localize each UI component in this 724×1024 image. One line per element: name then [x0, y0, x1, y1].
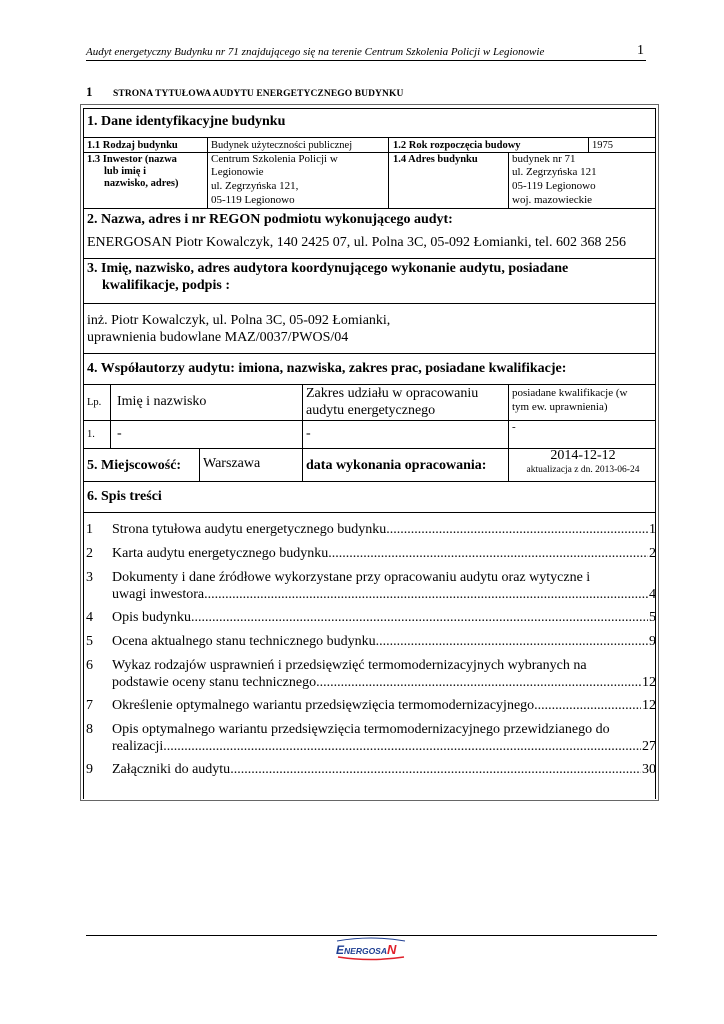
toc-leader [191, 609, 648, 626]
toc-page: 2 [649, 546, 656, 561]
toc-title: Strona tytułowa audytu energetycznego budynku [112, 522, 387, 537]
col-zakres-1: Zakres udziału w opracowaniu [306, 386, 479, 401]
logo-text: ENERGOSAN [336, 942, 397, 957]
update-date: aktualizacja z dn. 2013-06-24 [526, 465, 640, 475]
toc-title: Ocena aktualnego stanu technicznego budynku [112, 634, 376, 649]
rok-label: 1.2 Rok rozpoczęcia budowy [393, 140, 521, 151]
inwestor-label-1: 1.3 Inwestor (nazwa [87, 154, 177, 165]
page-header [86, 44, 646, 61]
energosan-logo [335, 937, 407, 961]
s2-title: 2. Nazwa, adres i nr REGON podmiotu wykonującego audyt: [87, 212, 453, 227]
row-name: - [117, 426, 122, 441]
toc-title: Załączniki do audytu [112, 762, 231, 777]
toc-leader [204, 586, 648, 603]
s3-value-2: uprawnienia budowlane MAZ/0037/PWOS/04 [87, 330, 349, 345]
toc-number: 5 [86, 634, 93, 649]
chapter-number: 1 [86, 84, 93, 99]
toc-title: podstawie oceny stanu technicznego [112, 675, 317, 690]
s3-title-1: 3. Imię, nazwisko, adres audytora koordynującego wykonanie audytu, posiadane [87, 261, 569, 276]
col-name: Imię i nazwisko [117, 394, 207, 409]
s3-title-2-text: kwalifikacje, podpis [102, 278, 222, 293]
toc-page: 27 [642, 739, 656, 754]
toc-leader [316, 674, 641, 691]
toc-title: Opis optymalnego wariantu przedsięwzięcia termomodernizacyjnego przewidzianego do [112, 722, 610, 737]
miejscowosc-label: 5. Miejscowość: [87, 458, 182, 473]
adres-value-1: budynek nr 71 [512, 153, 576, 165]
toc-title: Wykaz rodzajów usprawnień i przedsięwzięć termomodernizacyjnych wybranych na [112, 658, 587, 673]
date-label: data wykonania opracowania: [306, 458, 487, 473]
toc-number: 3 [86, 570, 93, 585]
col-kwal-1: posiadane kwalifikacje (w [512, 387, 628, 399]
rodzaj-value: Budynek użyteczności publicznej [211, 140, 353, 151]
rok-value: 1975 [592, 140, 613, 151]
col-lp: Lp. [87, 397, 102, 408]
inwestor-label-3: nazwisko, adres) [104, 178, 179, 189]
toc-leader [376, 633, 648, 650]
toc-number: 8 [86, 722, 93, 737]
toc-leader [163, 738, 641, 755]
chapter-title [86, 84, 403, 100]
toc-page: 9 [649, 634, 656, 649]
inwestor-value-3: ul. Zegrzyńska 121, [211, 180, 299, 192]
row-kwal: - [512, 421, 516, 433]
toc-title: realizacji [112, 739, 164, 754]
s3-value-1: inż. Piotr Kowalczyk, ul. Polna 3C, 05-092 Łomianki, [87, 313, 391, 328]
col-zakres-2: audytu energetycznego [306, 403, 436, 418]
adres-value-3: 05-119 Legionowo [512, 180, 596, 192]
page-number: 1 [637, 43, 644, 58]
toc-leader [230, 761, 641, 778]
inwestor-label-2: lub imię i [104, 166, 147, 177]
inwestor-value-4: 05-119 Legionowo [211, 194, 295, 206]
adres-label: 1.4 Adres budynku [393, 154, 478, 165]
adres-value-4: woj. mazowieckie [512, 194, 593, 206]
rodzaj-label: 1.1 Rodzaj budynku [87, 140, 178, 151]
logo-swoosh-icon [338, 957, 404, 960]
toc-leader [386, 521, 648, 538]
toc-title: Określenie optymalnego wariantu przedsięwzięcia termomodernizacyjnego [112, 698, 535, 713]
toc-title: Opis budynku [112, 610, 191, 625]
toc-title: Karta audytu energetycznego budynku [112, 546, 329, 561]
toc-number: 9 [86, 762, 93, 777]
toc-number: 4 [86, 610, 93, 625]
miejscowosc-value: Warszawa [203, 456, 261, 471]
footer-rule [86, 935, 657, 936]
row-lp: 1. [87, 429, 95, 440]
toc-page: 5 [649, 610, 656, 625]
s3-title-colon: : [225, 278, 230, 293]
date-value: 2014-12-12 [550, 448, 616, 463]
s6-title: 6. Spis treści [87, 489, 162, 504]
row-zakres: - [306, 426, 311, 441]
s4-title: 4. Współautorzy audytu: imiona, nazwiska, zakres prac, posiadane kwalifikacje: [87, 361, 567, 376]
toc-number: 2 [86, 546, 93, 561]
toc-title: Dokumenty i dane źródłowe wykorzystane przy opracowaniu audytu oraz wytyczne i [112, 570, 591, 585]
inwestor-value-2: Legionowie [211, 166, 264, 178]
toc-page: 12 [642, 698, 656, 713]
toc-page: 1 [649, 522, 656, 537]
col-kwal-2: tym ew. uprawnienia) [512, 401, 608, 413]
s1-title: 1. Dane identyfikacyjne budynku [87, 114, 286, 129]
toc-number: 1 [86, 522, 93, 537]
toc-page: 4 [649, 587, 656, 602]
toc-page: 30 [642, 762, 656, 777]
adres-value-2: ul. Zegrzyńska 121 [512, 166, 597, 178]
toc-number: 7 [86, 698, 93, 713]
logo-arc-icon [337, 938, 405, 941]
s2-value: ENERGOSAN Piotr Kowalczyk, 140 2425 07, ul. Polna 3C, 05-092 Łomianki, tel. 602 368 256 [87, 235, 626, 250]
chapter-title-text: STRONA TYTUŁOWA AUDYTU ENERGETYCZNEGO BUDYNKU [113, 89, 404, 99]
toc-leader [328, 545, 648, 562]
toc-page: 12 [642, 675, 656, 690]
inwestor-value-1: Centrum Szkolenia Policji w [211, 153, 338, 165]
toc-title: uwagi inwestora [112, 587, 205, 602]
toc-number: 6 [86, 658, 93, 673]
toc-leader [534, 697, 641, 714]
s3-title-2 [102, 278, 230, 294]
running-title: Audyt energetyczny Budynku nr 71 znajdującego się na terenie Centrum Szkolenia Policji w Legionowie [86, 46, 545, 58]
